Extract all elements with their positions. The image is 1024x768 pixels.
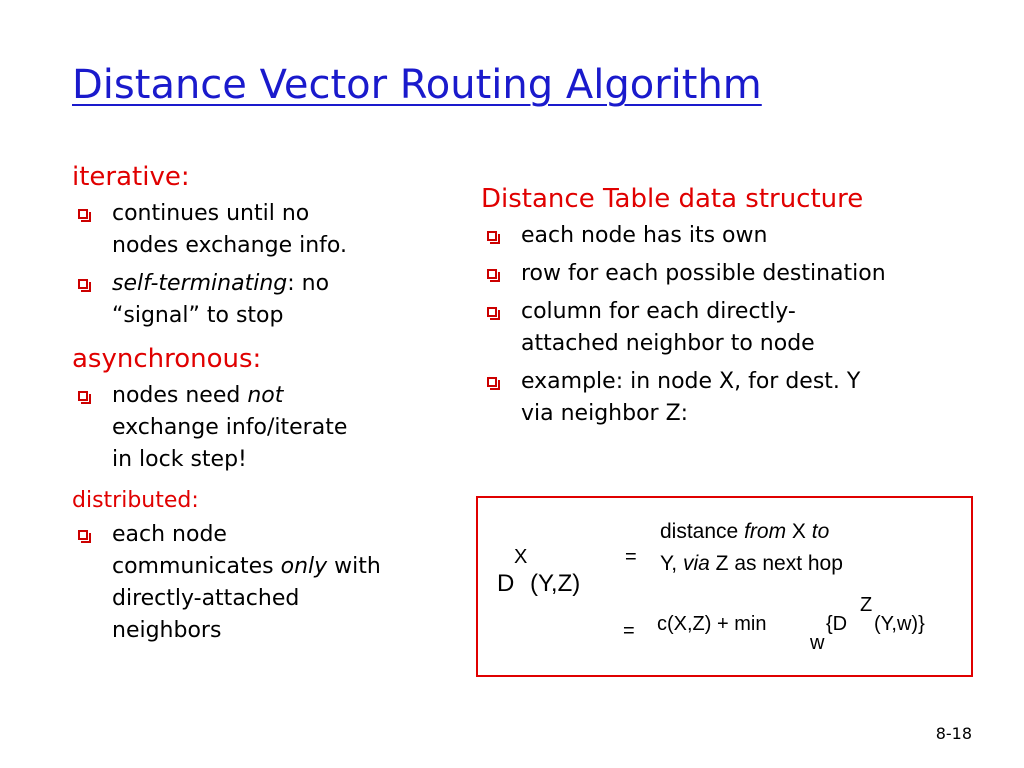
left-column [72, 162, 442, 659]
formula-description-line2: Y, via Z as next hop [660, 552, 843, 575]
formula-brace-d: {D [826, 613, 848, 635]
distributed-list [72, 519, 442, 647]
bullet-box-icon [487, 307, 497, 317]
page-number: 8-18 [935, 724, 972, 743]
list-item: column for each directly- attached neighbor to node [481, 296, 1001, 360]
list-item: self-terminating: no “signal” to stop [72, 268, 442, 332]
formula-description-line1: distance from X to [660, 520, 830, 543]
formula-superscript-z: Z [860, 594, 873, 616]
bullet-box-icon [78, 279, 88, 289]
bullet-box-icon [487, 231, 497, 241]
bullet-box-icon [487, 269, 497, 279]
distance-table-list [481, 220, 1001, 430]
formula-expression-tail: (Y,w)} [874, 613, 925, 635]
distance-table-heading: Distance Table data structure [481, 184, 864, 214]
list-item: each node has its own [481, 220, 1001, 252]
formula-superscript-x: X [514, 546, 528, 568]
formula-equals-1: = [625, 546, 637, 568]
slide-title: Distance Vector Routing Algorithm [72, 62, 762, 108]
formula-expression: c(X,Z) + min [657, 613, 767, 635]
list-item: example: in node X, for dest. Y via neighbor Z: [481, 366, 1001, 430]
bullet-box-icon [78, 530, 88, 540]
formula-subscript-w: w [810, 632, 825, 654]
list-item: each node communicates only with directly-attached neighbors [72, 519, 442, 647]
formula-equals-2: = [623, 620, 635, 642]
right-column [481, 184, 1001, 442]
list-item: row for each possible destination [481, 258, 1001, 290]
formula-box [476, 496, 973, 677]
asynchronous-heading: asynchronous: [72, 344, 262, 374]
asynchronous-list [72, 380, 442, 476]
bullet-box-icon [78, 209, 88, 219]
iterative-heading: iterative: [72, 162, 190, 192]
list-item: continues until no nodes exchange info. [72, 198, 442, 262]
iterative-list [72, 198, 442, 332]
list-item: nodes need not exchange info/iterate in lock step! [72, 380, 442, 476]
bullet-box-icon [78, 391, 88, 401]
formula-d: D [497, 570, 515, 597]
distributed-heading: distributed: [72, 488, 199, 513]
formula-args: (Y,Z) [530, 570, 581, 597]
bullet-box-icon [487, 377, 497, 387]
